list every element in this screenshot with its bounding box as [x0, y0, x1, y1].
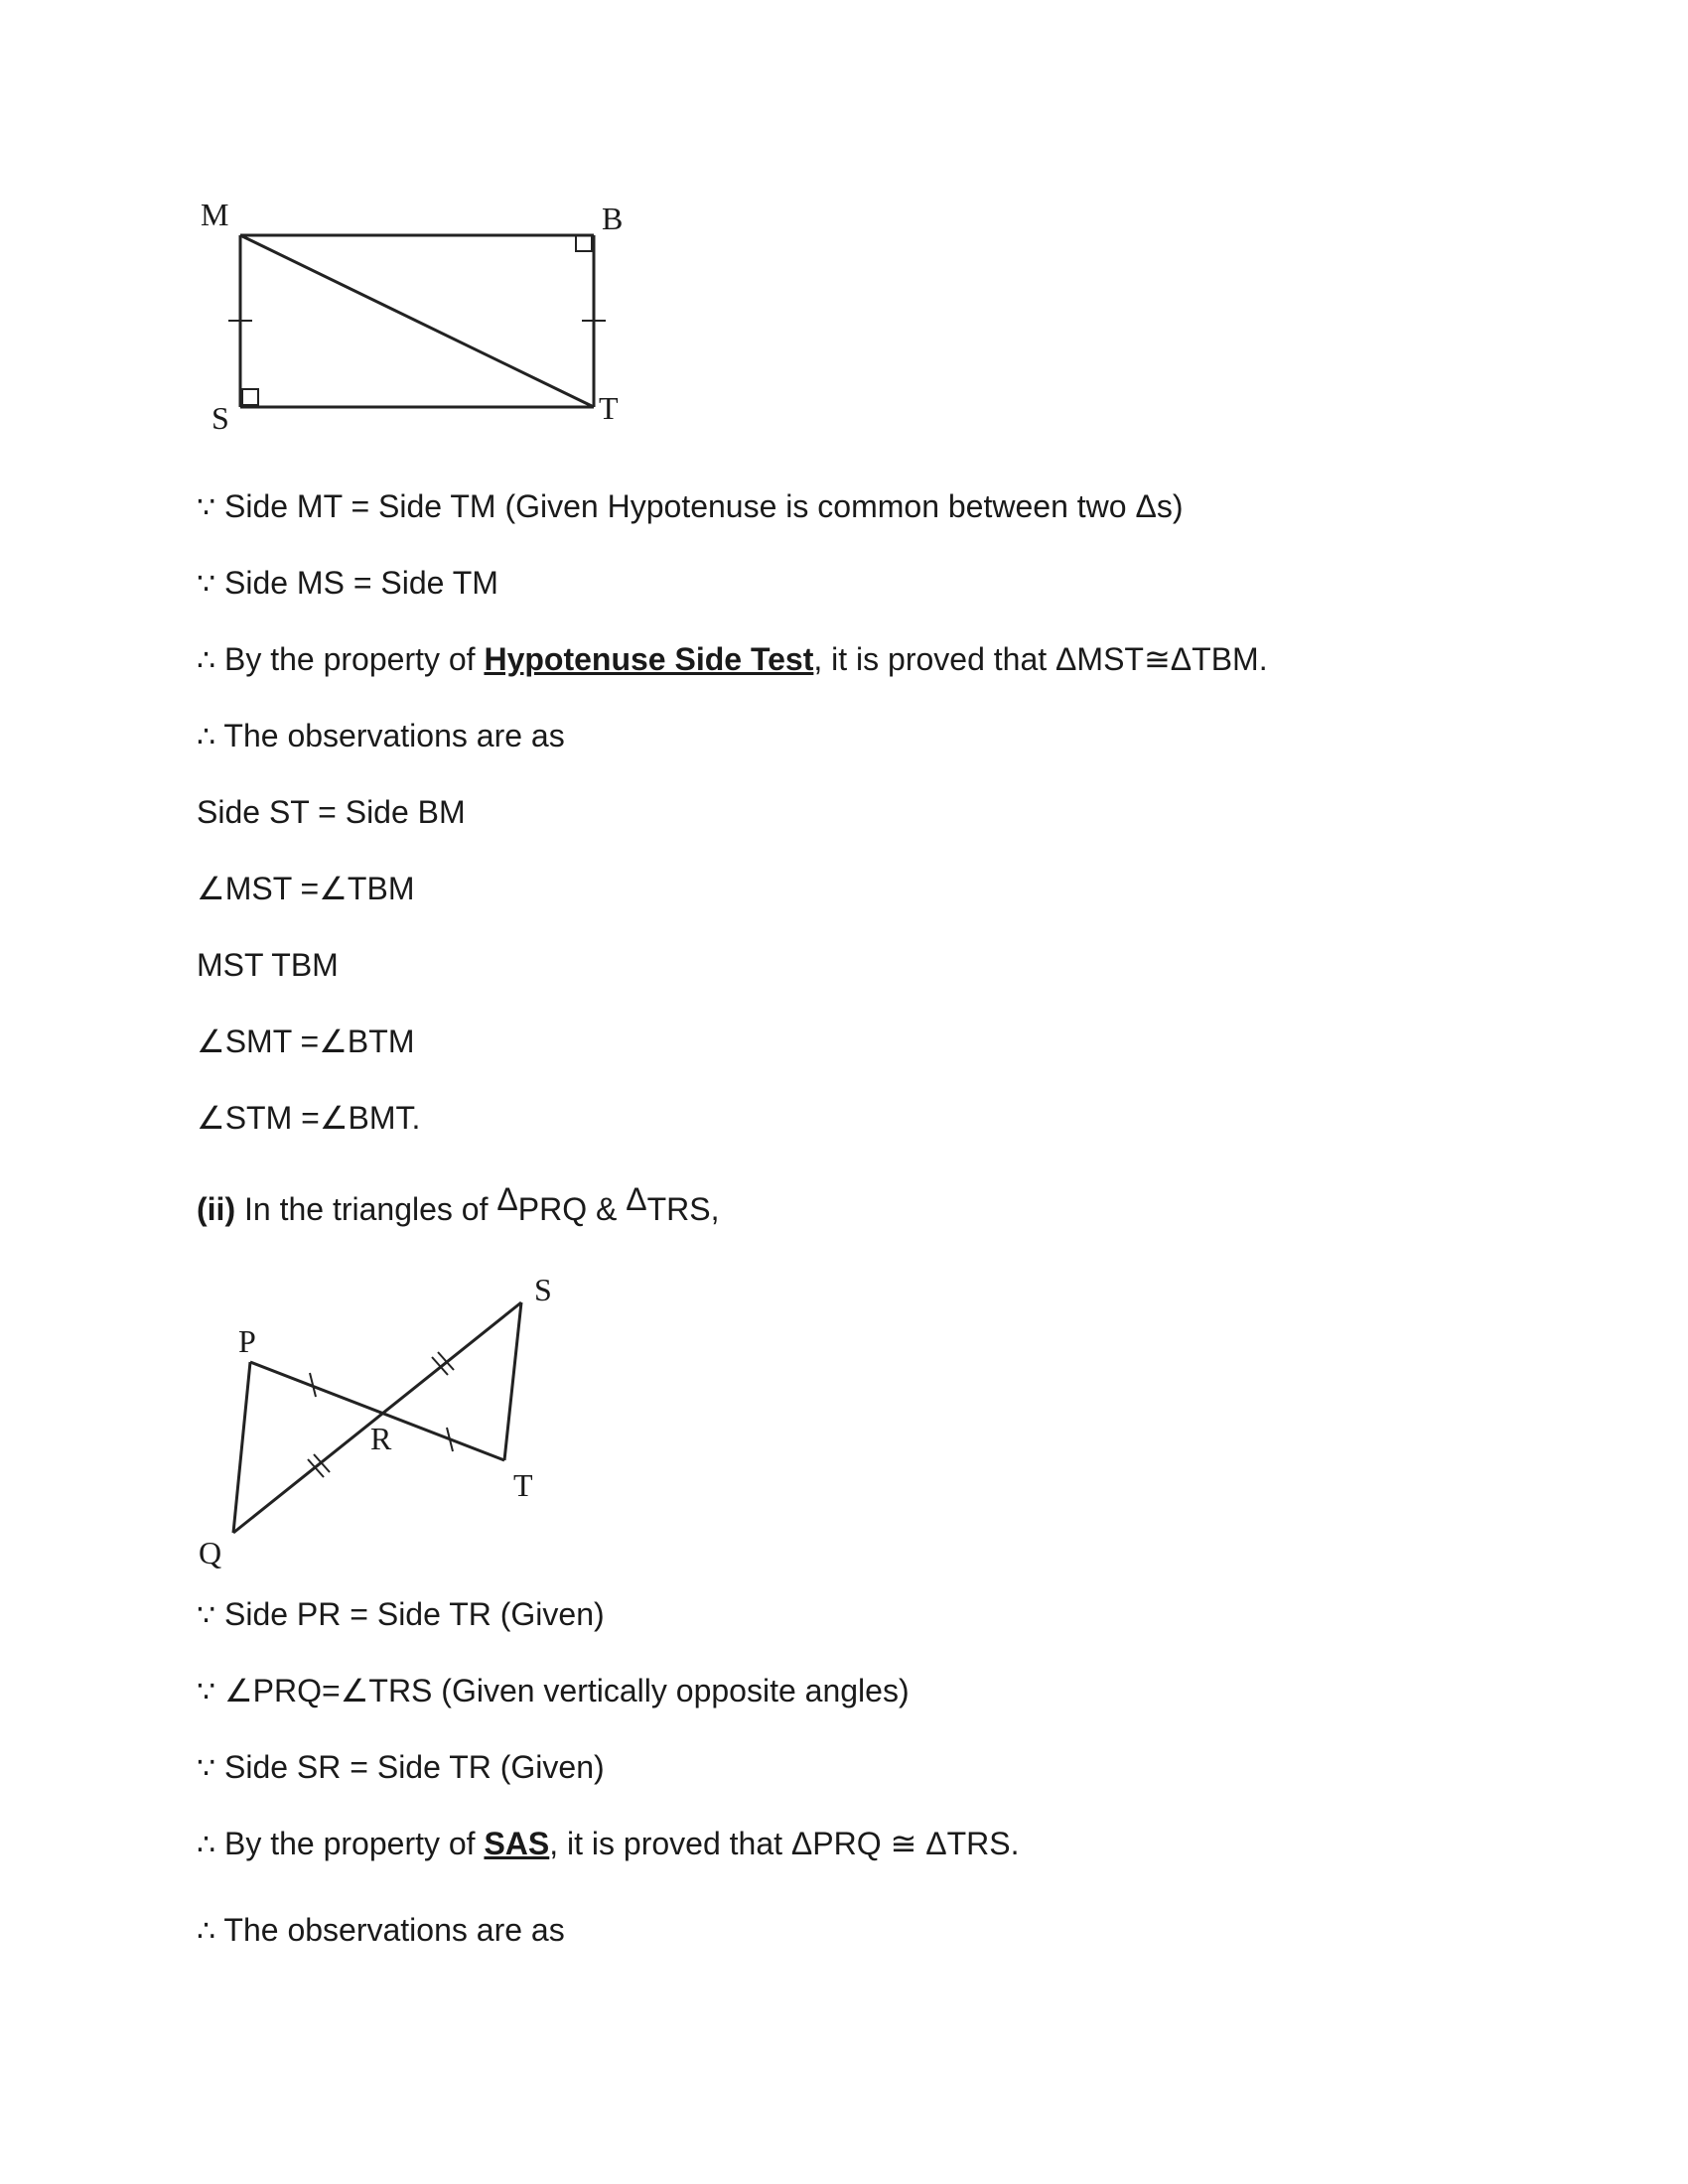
- triangles-diagram: [189, 1261, 586, 1569]
- statement-text: Side MT = Side TM (Given Hypotenuse is common between two Δs): [215, 488, 1184, 524]
- observations-heading-2: [197, 1910, 565, 1952]
- triangle-symbol: Δ: [496, 1181, 518, 1217]
- observations-heading: [197, 716, 565, 757]
- heading-pre: In the triangles of: [235, 1191, 497, 1227]
- rectangle-diagram: [189, 194, 655, 442]
- because-symbol: ∵: [197, 1675, 216, 1709]
- statement-text: Side SR = Side TR (Given): [215, 1749, 605, 1785]
- statement-text: Side PR = Side TR (Given): [215, 1596, 605, 1632]
- observation-line: ∠MST =∠TBM: [197, 871, 415, 906]
- label-p: P: [238, 1323, 256, 1359]
- label-b: B: [602, 201, 624, 236]
- triangle-name-1: PRQ &: [517, 1191, 627, 1227]
- therefore-symbol: ∴: [197, 1828, 216, 1862]
- part-ii-heading: [197, 1181, 720, 1229]
- triangle-symbol: Δ: [626, 1181, 647, 1217]
- right-angle-mark-b: [576, 235, 592, 251]
- label-t: T: [513, 1467, 533, 1503]
- therefore-symbol: ∴: [197, 1914, 216, 1949]
- statement-angle-prq: [197, 1671, 910, 1712]
- observation-line: ∠STM =∠BMT.: [197, 1100, 421, 1136]
- label-r: R: [370, 1421, 392, 1456]
- because-symbol: ∵: [197, 567, 216, 602]
- therefore-symbol: ∴: [197, 643, 216, 678]
- segment-qs: [233, 1302, 521, 1533]
- property-name: Hypotenuse Side Test: [484, 641, 814, 677]
- triangle-name-2: TRS,: [646, 1191, 720, 1227]
- label-m: M: [201, 197, 229, 232]
- statement-text: ∠PRQ=∠TRS (Given vertically opposite angles): [215, 1673, 910, 1708]
- diagonal-mt: [240, 235, 594, 407]
- property-name: SAS: [484, 1826, 550, 1861]
- side-pq: [233, 1362, 250, 1533]
- therefore-symbol: ∴: [197, 720, 216, 754]
- observation-line: MST TBM: [197, 947, 339, 983]
- conclusion-pre: By the property of: [215, 641, 485, 677]
- conclusion-post: , it is proved that ΔMST≅ΔTBM.: [813, 641, 1268, 677]
- statement-text: The observations are as: [215, 718, 565, 753]
- observation-line: ∠SMT =∠BTM: [197, 1024, 415, 1059]
- right-angle-mark-s: [242, 389, 258, 405]
- side-st: [504, 1302, 521, 1460]
- because-symbol: ∵: [197, 1751, 216, 1786]
- statement-text: The observations are as: [215, 1912, 565, 1948]
- statement-hypotenuse-common: [197, 486, 1183, 528]
- label-s: S: [534, 1272, 552, 1307]
- conclusion-pre: By the property of: [215, 1826, 485, 1861]
- observation-line: Side ST = Side BM: [197, 794, 466, 830]
- part-label: (ii): [197, 1191, 236, 1227]
- conclusion-hs-test: [197, 639, 1268, 681]
- label-t: T: [599, 390, 619, 426]
- statement-side-sr: [197, 1747, 605, 1789]
- statement-text: Side MS = Side TM: [215, 565, 498, 601]
- label-q: Q: [199, 1535, 222, 1569]
- conclusion-sas: [197, 1824, 1020, 1865]
- label-s: S: [211, 400, 229, 436]
- statement-side-ms: [197, 563, 498, 605]
- statement-side-pr: [197, 1594, 605, 1636]
- conclusion-post: , it is proved that ΔPRQ ≅ ΔTRS.: [549, 1826, 1020, 1861]
- because-symbol: ∵: [197, 490, 216, 525]
- because-symbol: ∵: [197, 1598, 216, 1633]
